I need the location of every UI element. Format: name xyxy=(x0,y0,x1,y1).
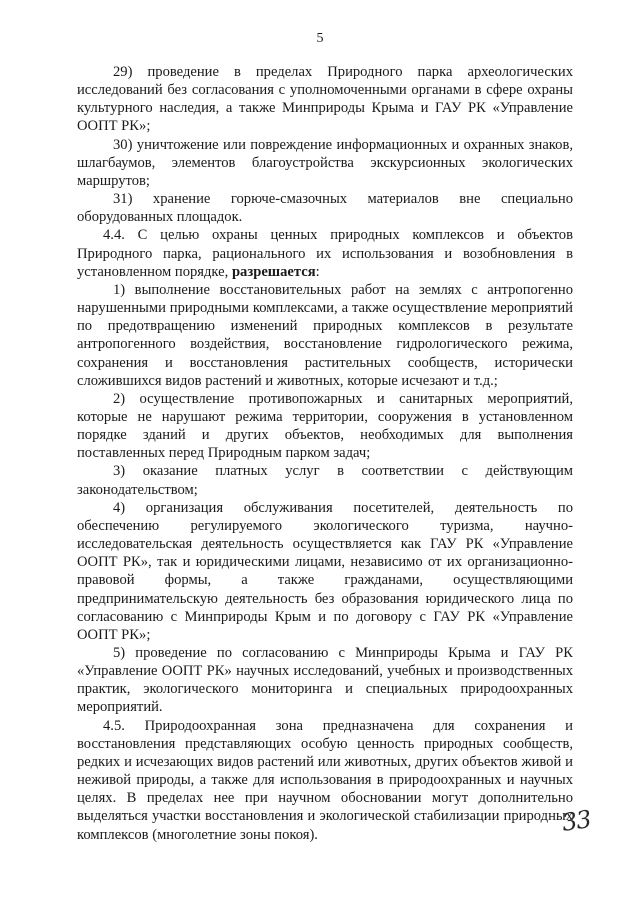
permitted-item-3: 3) оказание платных услуг в соответствии с действующим законодательством; xyxy=(77,463,573,498)
section-4-4-bold: разрешается xyxy=(231,263,316,280)
document-body xyxy=(77,63,573,844)
permitted-item-5: 5) проведение по согласованию с Минприроды Крыма и ГАУ РК «Управление ООПТ РК» научных исследований, учебных и производственных практик, экологического мониторинга и специальных природоохранных мероприятий. xyxy=(77,645,573,716)
permitted-item-1: 1) выполнение восстановительных работ на землях с антропогенно нарушенными природными комплексами, а также осуществление мероприятий по предотвращению изменений природных комплексов в результате антропогенного воздействия, восстановление гидрологического режима, сохранения и восстановления растительных сообществ, исторически сложившихся видов растений и животных, которые исчезают и т.д.; xyxy=(77,281,573,389)
page-number: 5 xyxy=(316,31,324,46)
list-item-31: 31) хранение горюче-смазочных материалов вне специально оборудованных площадок. xyxy=(77,191,573,226)
section-4-5: 4.5. Природоохранная зона предназначена для сохранения и восстановления представляющих особую ценность природных сообществ, редких и исчезающих видов растений или животных, других объектов живой и неживой природы, а также для использования в природоохранных и научных целях. В пределах нее при научном обосновании могут дополнительно выделяться участки восстановления и экологической стабилизации природных комплексов (многолетние зоны покоя). xyxy=(77,717,573,843)
list-item-29: 29) проведение в пределах Природного парка археологических исследований без согласования с уполномоченными органами в сфере охраны культурного наследия, а также Минприроды Крыма и ГАУ РК «Управление ООПТ РК»; xyxy=(77,64,573,135)
list-item-30: 30) уничтожение или повреждение информационных и охранных знаков, шлагбаумов, элементов благоустройства экскурсионных экологических маршрутов; xyxy=(77,136,573,189)
permitted-item-4: 4) организация обслуживания посетителей, деятельность по обеспечению регулируемого экологического туризма, научно-исследовательская деятельность осуществляется как ГАУ РК «Управление ООПТ РК», так и юридическими лицами, независимо от их организационно-правовой формы, а также гражданами, осуществляющими предпринимательскую деятельность без образования юридического лица по согласованию с Минприроды Крым и по договору с ГАУ РК «Управление ООПТ РК»; xyxy=(77,499,573,643)
permitted-item-2: 2) осуществление противопожарных и санитарных мероприятий, которые не нарушают режима территории, сооружения в установленном порядке зданий и других объектов, необходимых для выполнения поставленных перед Природным парком задач; xyxy=(77,390,573,462)
section-4-4-text: 4.4. С целью охраны ценных природных комплексов и объектов Природного парка, рационального их использования и возобновления в установленном порядке, xyxy=(77,227,573,280)
handwritten-mark: 33 xyxy=(560,805,593,837)
section-4-4-tail: : xyxy=(315,263,320,280)
section-4-4 xyxy=(77,226,573,280)
